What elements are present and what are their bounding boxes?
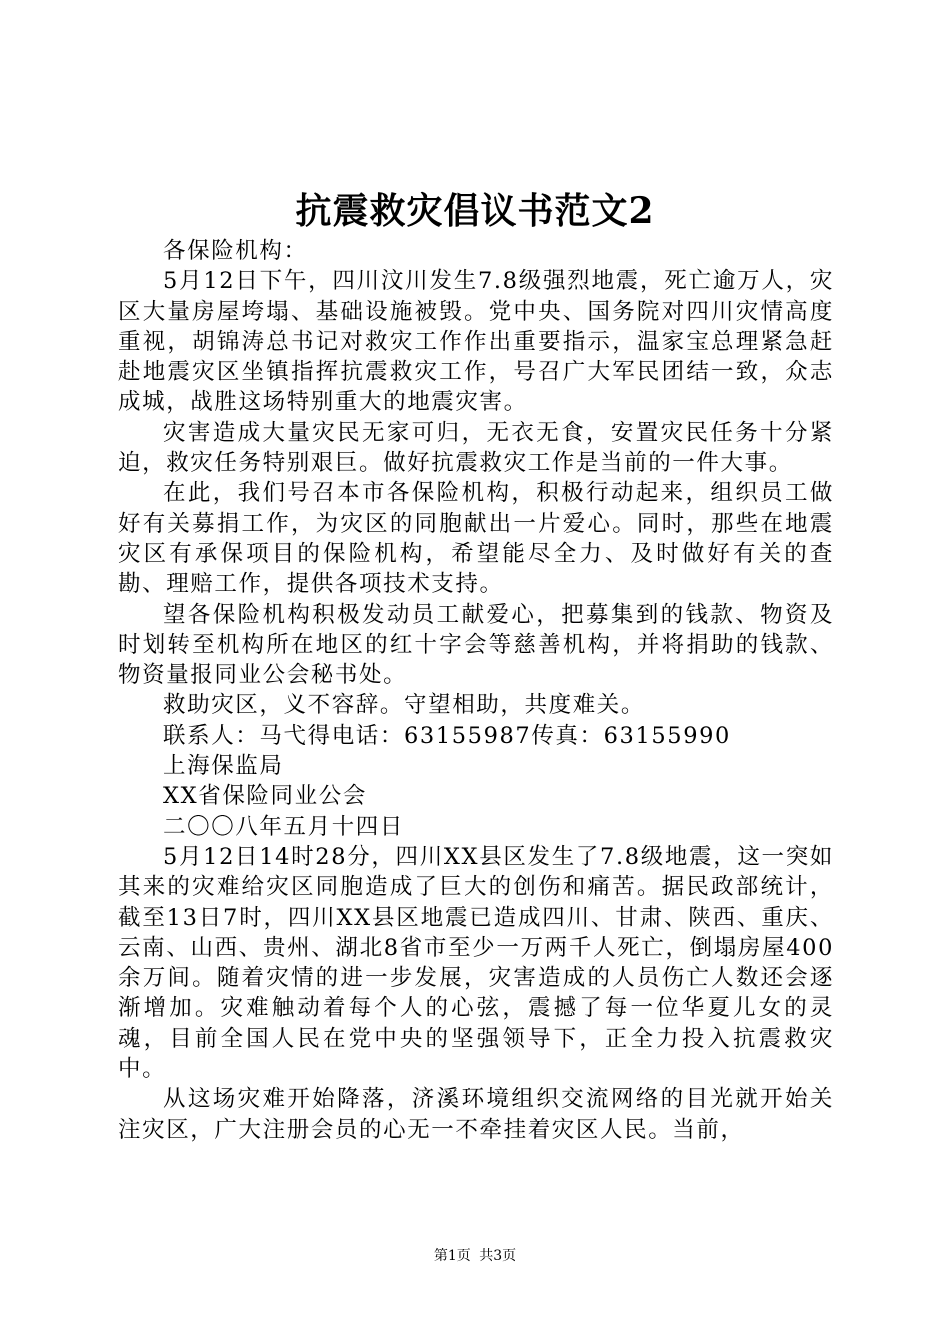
document-body (118, 236, 834, 1145)
paragraph: 5月12日14时28分，四川XX县区发生了7.8级地震，这一突如其来的灾难给灾区同胞造成了巨大的创伤和痛苦。据民政部统计，截至13日7时，四川XX县区地震已造成四川、甘肃、陕西、重庆、云南、山西、贵州、湖北8省市至少一万两千人死亡，倒塌房屋400余万间。随着灾情的进一步发展，灾害造成的人员伤亡人数还会逐渐增加。灾难触动着每个人的心弦，震撼了每一位华夏儿女的灵魂，目前全国人民在党中央的坚强领导下，正全力投入抗震救灾中。 (118, 843, 834, 1083)
signature-line: 上海保监局 (163, 753, 284, 780)
paragraph: 灾害造成大量灾民无家可归，无衣无食，安置灾民任务十分紧迫，救灾任务特别艰巨。做好抗震救灾工作是当前的一件大事。 (118, 419, 834, 477)
paragraph: 在此，我们号召本市各保险机构，积极行动起来，组织员工做好有关募捐工作，为灾区的同胞献出一片爱心。同时，那些在地震灾区有承保项目的保险机构，希望能尽全力、及时做好有关的查勘、理赔工作，提供各项技术支持。 (118, 480, 834, 598)
signature-line: XX省保险同业公会 (163, 783, 367, 810)
paragraph: 5月12日下午，四川汶川发生7.8级强烈地震，死亡逾万人，灾区大量房屋垮塌、基础设施被毁。党中央、国务院对四川灾情高度重视，胡锦涛总书记对救灾工作作出重要指示，温家宝总理紧急赶赴地震灾区坐镇指挥抗震救灾工作，号召广大军民团结一致，众志成城，战胜这场特别重大的地震灾害。 (118, 268, 834, 416)
paragraph: 从这场灾难开始降落，济溪环境组织交流网络的目光就开始关注灾区，广大注册会员的心无一不牵挂着灾区人民。当前， (118, 1086, 834, 1143)
document-title: 抗震救灾倡议书范文2 (295, 190, 655, 232)
page-number: 第1页 共3页 (433, 1248, 517, 1264)
paragraph: 望各保险机构积极发动员工献爱心，把募集到的钱款、物资及时划转至机构所在地区的红十字会等慈善机构，并将捐助的钱款、物资量报同业公会秘书处。 (118, 601, 834, 689)
paragraph: 救助灾区，义不容辞。守望相助，共度难关。 (163, 692, 646, 719)
date-line: 二〇〇八年五月十四日 (163, 813, 405, 840)
contact-line: 联系人：马弋得电话：63155987传真：63155990 (163, 722, 731, 749)
salutation: 各保险机构： (163, 238, 308, 264)
